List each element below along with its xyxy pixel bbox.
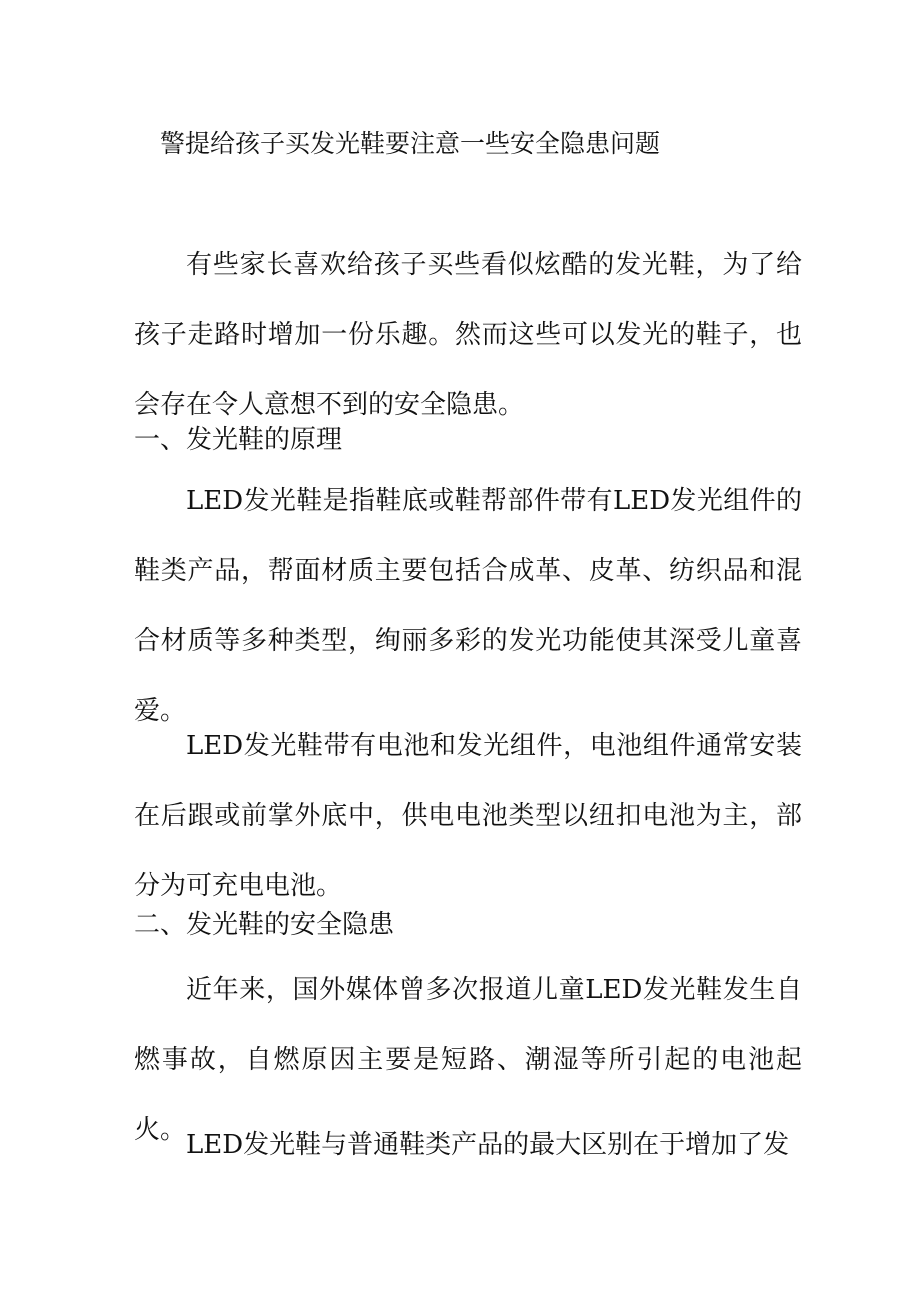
paragraph-hazards-difference: LED发光鞋与普通鞋类产品的最大区别在于增加了发 (186, 1130, 790, 1160)
section-heading-hazards: 二、发光鞋的安全隐患 (134, 910, 395, 940)
paragraph-principle-definition: LED发光鞋是指鞋底或鞋帮部件带有LED发光组件的鞋类产品，帮面材质主要包括合成革、皮革、纺织品和混合材质等多种类型，绚丽多彩的发光功能使其深受儿童喜爱。 (134, 486, 802, 726)
paragraph-intro: 有些家长喜欢给孩子买些看似炫酷的发光鞋，为了给孩子走路时增加一份乐趣。然而这些可以发光的鞋子，也会存在令人意想不到的安全隐患。 (134, 250, 802, 420)
paragraph-hazards-reports: 近年来，国外媒体曾多次报道儿童LED发光鞋发生自燃事故，自燃原因主要是短路、潮湿等所引起的电池起火。 (134, 975, 802, 1145)
section-heading-principle: 一、发光鞋的原理 (134, 425, 343, 455)
document-title: 警提给孩子买发光鞋要注意一些安全隐患问题 (160, 129, 661, 158)
paragraph-principle-battery: LED发光鞋带有电池和发光组件，电池组件通常安装在后跟或前掌外底中，供电电池类型以纽扣电池为主，部分为可充电电池。 (134, 731, 802, 901)
